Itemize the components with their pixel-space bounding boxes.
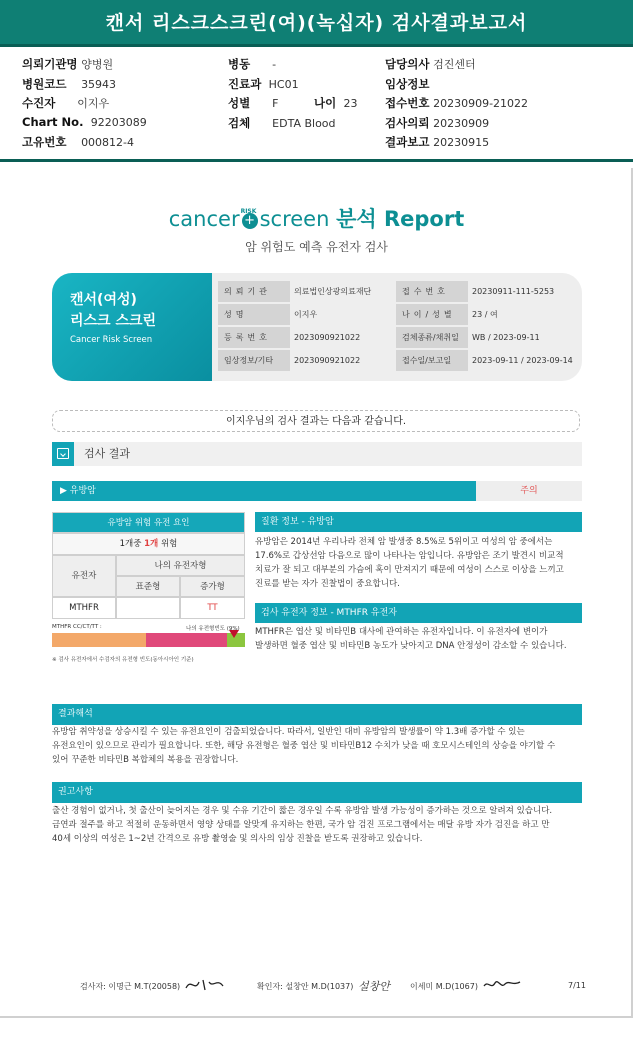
hdr-patient: 수진자 이지우 (22, 96, 110, 110)
examiner-signature (183, 974, 228, 994)
logo-plus: + (244, 213, 256, 228)
info-card-badge (52, 273, 212, 381)
logo-report: 분석 Report (336, 207, 465, 231)
hdr-request-date: 검사의뢰 20230909 (385, 116, 490, 130)
recommendation-header: 권고사항 (52, 782, 582, 803)
risk-summary: 1개중 1개 위험 (52, 533, 245, 555)
hdr-specimen: 검체 EDTA Blood (228, 116, 336, 130)
scale-segment-cc (52, 633, 146, 647)
interpretation-text: 유방암 취약성을 상승시킬 수 있는 유전요인이 검출되었습니다. 따라서, 일반인 대비 유방암의 발생률이 약 1.3배 증가할 수 있는 유전요인이 있으므로 관리가 필요합니다. 또한, 해당 유전형은 혈중 엽산 및 비타민B12 수치가 낮을 때 호모시스테인의 상승을 야기할 수 있어 꾸준한 비타민B 복합체의 복용을 권장합니다. (52, 727, 556, 765)
logo-cancer: cancer (168, 207, 240, 231)
cancer-screen-logo (0, 203, 633, 233)
hdr-unique-no: 고유번호 000812-4 (22, 135, 135, 149)
confirmer-label: 확인자: 설창안 M.D(1037) (257, 982, 354, 991)
info-label: 성명 (218, 304, 290, 325)
risk-count: 1개 (144, 539, 159, 549)
info-value: 2023090921022 (294, 333, 361, 342)
card-title-2: 리스크 스크린 (70, 313, 157, 329)
hdr-receipt-no: 접수번호 20230909-21022 (385, 96, 529, 110)
info-value: 20230911-111-5253 (472, 287, 555, 296)
report-title: 캔서 리스크스크린(여)(녹십자) 검사결과보고서 (0, 0, 633, 47)
result-section-header (52, 442, 582, 466)
info-label: 등록번호 (218, 327, 290, 348)
logo-risk: RISK (240, 208, 257, 215)
hdr-department: 진료과 HC01 (228, 77, 299, 91)
scale-right-label: 나의 유전형빈도 (9%) (186, 626, 240, 632)
scale-note: ※ 검사 유전자에서 수검자의 유전형 빈도(동아시아인 기준) (52, 657, 194, 663)
card-title-3: Cancer Risk Screen (70, 335, 153, 345)
scale-left-label: MTHFR CC/CT/TT : (52, 624, 102, 630)
hdr-sex: 성별 F (228, 96, 279, 110)
col-gene: 유전자 (52, 555, 116, 597)
info-value: 23 / 여 (472, 310, 498, 319)
interpretation-header: 결과해석 (52, 704, 582, 725)
increased-value: TT (180, 597, 245, 619)
gene-info-header: 검사 유전자 정보 - MTHFR 유전자 (255, 603, 582, 623)
info-value: 2023-09-11 / 2023-09-14 (472, 356, 573, 365)
info-label: 검체종류/채취일 (396, 327, 468, 348)
info-label: 나이/성별 (396, 304, 468, 325)
info-value: 이지우 (294, 310, 318, 319)
examiner-label: 검사자: 이명근 M.T(20058) (80, 982, 181, 991)
hdr-hospital-code: 병원코드 35943 (22, 77, 117, 91)
scale-segment-ct (146, 633, 227, 647)
plus-icon (240, 208, 258, 229)
result-icon (52, 442, 74, 466)
cancer-status-badge: 주의 (476, 481, 582, 501)
hdr-institution: 의뢰기관명 양병원 (22, 57, 114, 71)
col-my-genotype: 나의 유전자형 (116, 555, 245, 576)
info-value: WB / 2023-09-11 (472, 333, 540, 342)
genotype-marker-icon (229, 630, 239, 638)
hdr-chart-no: Chart No. 92203089 (22, 115, 147, 129)
info-label: 접수번호 (396, 281, 468, 302)
gene-name: MTHFR (52, 597, 116, 619)
disease-info-text: 유방암은 2014년 우리나라 전체 암 발생중 8.5%로 5위이고 여성의 암 중에서는 17.6%로 갑상선암 다음으로 많이 나타나는 암입니다. 유방암은 조기 발견시 비교적 치료가 잘 되고 대부분의 가슴에 혹이 만져지기 때문에 여성이 스스로 이상을 느끼고 진료를 받는 자가 진찰법이 중요합니다. (255, 537, 564, 589)
header-divider (0, 159, 633, 162)
cancer-type-label: ▶ 유방암 (52, 481, 476, 501)
doctor2-signature (482, 974, 522, 994)
info-label: 임상정보/기타 (218, 350, 290, 371)
info-label: 접수일/보고일 (396, 350, 468, 371)
hdr-ward: 병동 - (228, 57, 277, 71)
report-subtitle: 암 위험도 예측 유전자 검사 (245, 240, 388, 254)
logo-screen: screen (259, 207, 330, 231)
greeting-message: 이지우님의 검사 결과는 다음과 같습니다. (52, 410, 580, 432)
section-title: 검사 결과 (84, 447, 131, 460)
info-label: 의뢰기관 (218, 281, 290, 302)
page-number: 7/11 (568, 981, 586, 990)
card-title-1: 캔서(여성) (70, 292, 137, 308)
hdr-report-date: 결과보고 20230915 (385, 135, 490, 149)
confirmer-signature: 설창안 (358, 980, 390, 993)
risk-table-title: 유방암 위험 유전 요인 (52, 512, 245, 533)
disease-info-header: 질환 정보 - 유방암 (255, 512, 582, 532)
recommendation-text: 출산 경험이 없거나, 첫 출산이 늦어지는 경우 및 수유 기간이 짧은 경우일 수록 유방암 발생 가능성이 증가하는 것으로 알려져 있습니다. 금연과 절주를 하고 적절히 운동하면서 영양 상태를 알맞게 유지하는 한편, 국가 암 검진 프로그램에서는 매달 유방 자가 검진을 하고 만 40세 이상의 여성은 1~2년 간격으로 유방 촬영술 및 의사의 임상 진찰을 받도록 권장하고 있습니다. (52, 806, 553, 844)
col-increased: 증가형 (180, 576, 245, 597)
hdr-age: 나이 23 (314, 96, 358, 110)
doctor2-label: 이세미 M.D(1067) (410, 982, 478, 991)
info-value: 의료법인상광의료재단 (294, 287, 372, 296)
col-standard: 표준형 (116, 576, 180, 597)
gene-info-text: MTHFR은 엽산 및 비타민B 대사에 관여하는 유전자입니다. 이 유전자에 변이가 발생하면 혈중 엽산 및 비타민B 농도가 낮아지고 DNA 안정성이 감소할 수 있습니다. (255, 627, 567, 651)
hdr-doctor: 담당의사 검진센터 (385, 57, 476, 71)
hdr-clinical-info: 임상정보 (385, 77, 430, 91)
info-value: 2023090921022 (294, 356, 361, 365)
standard-value (116, 597, 180, 619)
